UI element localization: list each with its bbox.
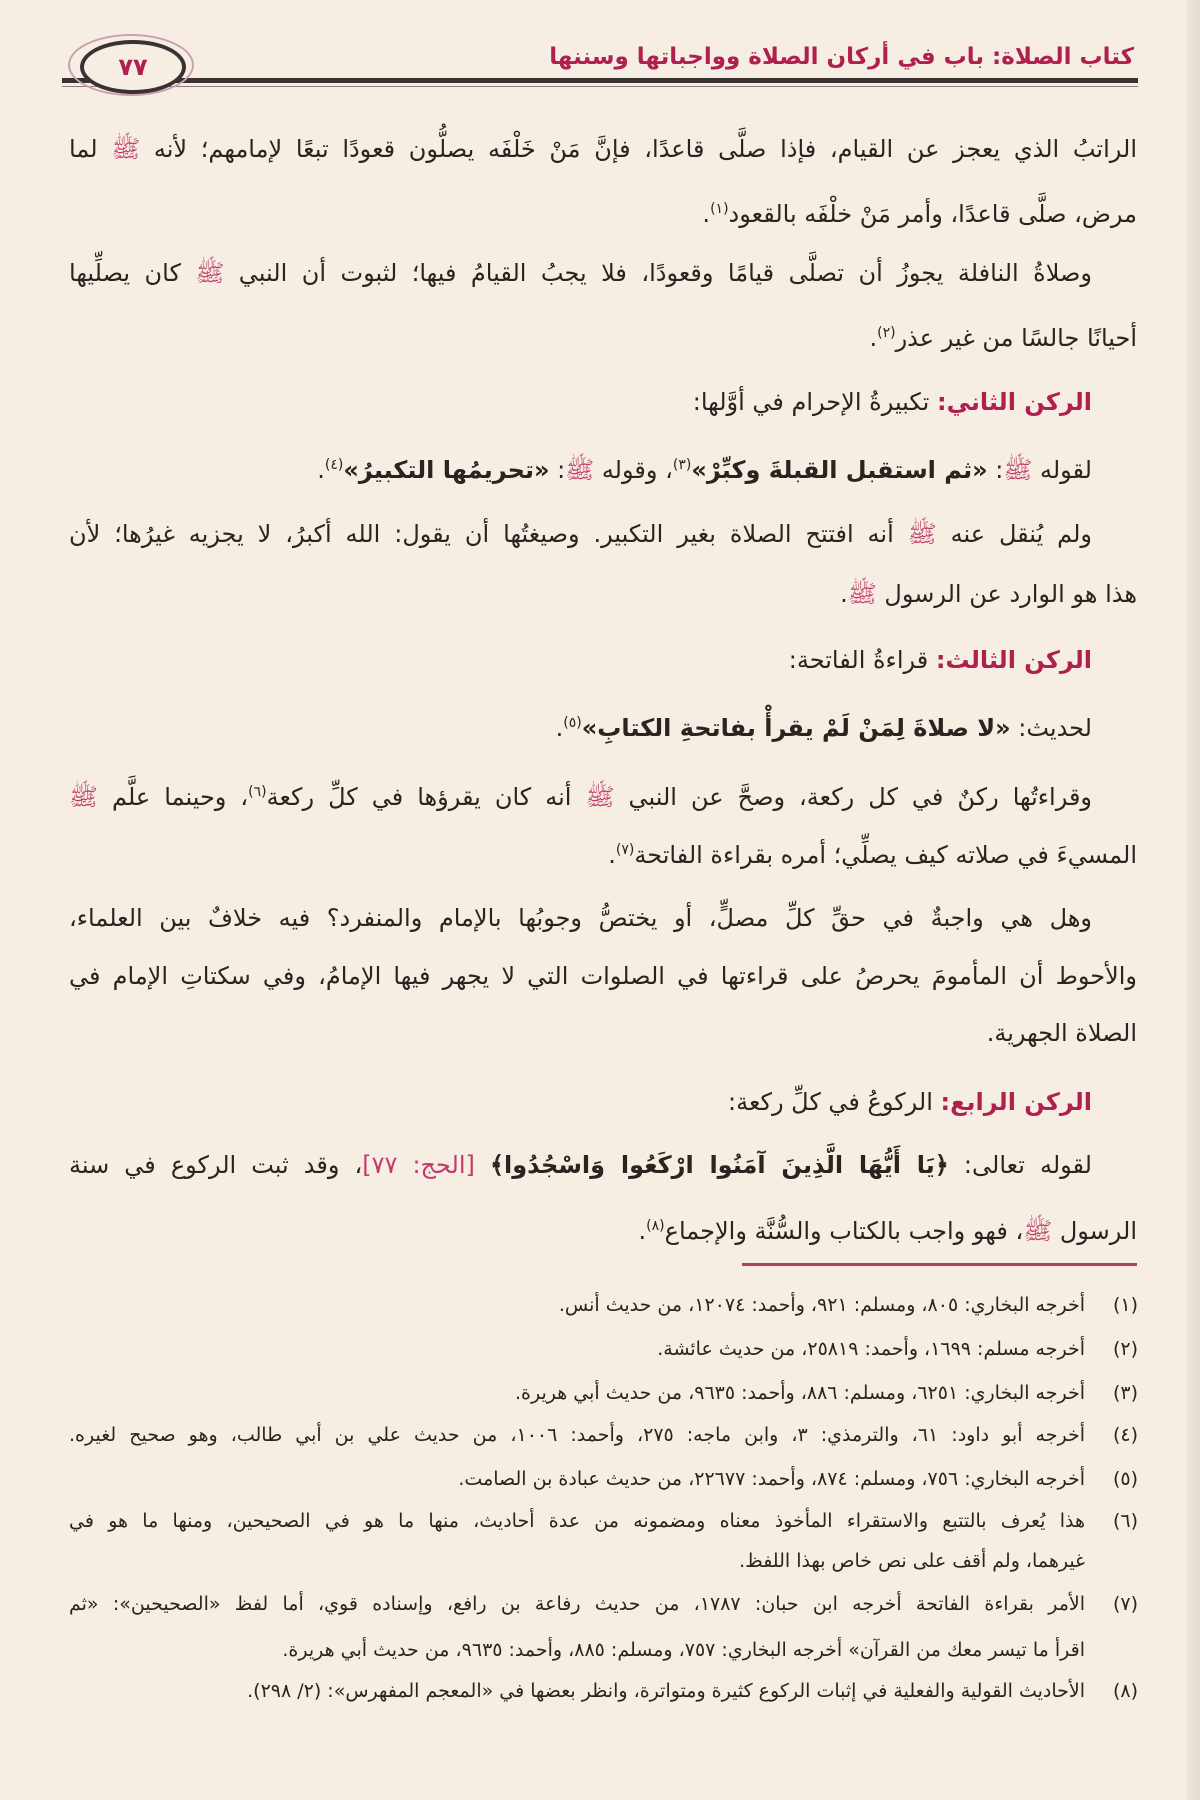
heading-label: الركن الثالث: <box>935 646 1092 674</box>
footnote-reference[interactable]: (١) <box>710 201 729 217</box>
chapter-title: كتاب الصلاة: باب في أركان الصلاة وواجباتها وسننها <box>549 44 1134 70</box>
honorific-symbol: ﷺ <box>907 520 937 548</box>
footnote-text: أخرجه البخاري: ٨٠٥، ومسلم: ٩٢١، وأحمد: ١٢٠٧٤، من حديث أنس. <box>558 1294 1085 1316</box>
text-segment: : <box>549 456 566 484</box>
footnote-reference[interactable]: (٧) <box>615 842 635 858</box>
page-edge-shadow <box>1186 0 1200 1800</box>
honorific-symbol: ﷺ <box>111 135 141 163</box>
text-line <box>69 316 1137 355</box>
footnote-text: الأمر بقراءة الفاتحة أخرجه ابن حبان: ١٧٨٧، من حديث رفاعة بن رافع، وإسناده قوي، أما لفظ «الصحيحين»: «ثم <box>69 1593 1085 1615</box>
footnote-text: أخرجه مسلم: ١٦٩٩، وأحمد: ٢٥٨١٩، من حديث عائشة. <box>657 1338 1085 1360</box>
heading-label: الركن الثاني: <box>936 388 1092 416</box>
text-segment: والأحوط أن المأمومَ يحرصُ على قراءتها في الصلوات التي لا يجهر فيها الإمامُ، وفي سكتاتِ الإمام في <box>69 962 1137 990</box>
footnote-number: (٢) <box>1112 1338 1138 1360</box>
text-segment: . <box>840 580 848 608</box>
footnote-reference[interactable]: (٨) <box>646 1218 665 1234</box>
text-segment: . <box>869 324 878 352</box>
text-segment: ، وحينما علَّم <box>98 783 249 811</box>
text-line <box>69 706 1092 745</box>
footnote-separator <box>742 1263 1137 1266</box>
text-line <box>69 517 1092 551</box>
text-line <box>69 448 1092 487</box>
section-heading <box>69 1085 1092 1119</box>
text-segment: الصلاة الجهرية. <box>986 1019 1137 1047</box>
text-segment: أنه افتتح الصلاة بغير التكبير. وصيغتُها أن يقول: الله أكبرُ، لا يجزيه غيرُها؛ لأن <box>69 520 908 548</box>
footnote-text: اقرأ ما تيسر معك من القرآن» أخرجه البخاري: ٧٥٧، ومسلم: ٨٨٥، وأحمد: ٩٦٣٥، من حديث أبي هريرة. <box>282 1639 1085 1661</box>
footnote-text: أخرجه أبو داود: ٦١، والترمذي: ٣، وابن ماجه: ٢٧٥، وأحمد: ١٠٠٦، من حديث علي بن أبي طالب، وهو صحيح لغيره. <box>69 1424 1085 1446</box>
footnote-text: أخرجه البخاري: ٦٢٥١، ومسلم: ٨٨٦، وأحمد: ٩٦٣٥، من حديث أبي هريرة. <box>514 1382 1085 1404</box>
honorific-symbol: ﷺ <box>585 783 615 811</box>
page-number: ٧٧ <box>80 40 186 94</box>
honorific-symbol: ﷺ <box>565 456 595 484</box>
text-segment: . <box>702 200 711 228</box>
footnote-text: هذا يُعرف بالتتبع والاستقراء المأخوذ معناه ومضمونه من عدة أحاديث، منها ما هو في الصحيحين، ومنها ما هو في <box>69 1510 1085 1532</box>
footnote-reference[interactable]: (٢) <box>877 325 896 341</box>
text-segment: ولم يُنقل عنه <box>936 520 1092 548</box>
footnote-text: غيرهما، ولم أقف على نص خاص بهذا اللفظ. <box>739 1550 1085 1572</box>
text-segment: لما <box>69 135 112 163</box>
footnote-number: (٨) <box>1112 1680 1138 1702</box>
header-rule-thin <box>62 86 1138 87</box>
text-segment: وهل هي واجبةٌ في حقِّ كلِّ مصلٍّ، أو يختصُّ وجوبُها بالإمام والمنفرد؟ فيه خلافٌ بين العلماء، <box>69 904 1092 932</box>
text-segment: . <box>608 841 616 869</box>
section-heading <box>69 385 1092 419</box>
honorific-symbol: ﷺ <box>195 259 225 287</box>
honorific-symbol: [الحج: ٧٧] <box>362 1151 475 1179</box>
text-segment: لحديث: <box>1010 714 1092 742</box>
text-segment: وصلاةُ النافلة يجوزُ أن تصلَّى قيامًا وقعودًا، فلا يجبُ القيامُ فيها؛ لثبوت أن النبي <box>224 259 1092 287</box>
text-segment: الراتبُ الذي يعجز عن القيام، فإذا صلَّى قاعدًا، فإنَّ مَنْ خَلْفَه يصلُّون قعودًا تبعًا لإمامهم؛ لأنه <box>140 135 1137 163</box>
footnote-reference[interactable]: (٤) <box>324 457 344 473</box>
footnote-text: الأحاديث القولية والفعلية في إثبات الركوع كثيرة ومتواترة، وانظر بعضها في «المعجم المفهرس»: (٢/ ٢٩٨). <box>247 1680 1085 1702</box>
text-segment: أحيانًا جالسًا من غير عذر <box>895 324 1137 352</box>
text-segment: : <box>987 456 1004 484</box>
text-line <box>69 959 1137 993</box>
quoted-text: «لا صلاةَ لِمَنْ لَمْ يقرأْ بفاتحةِ الكتابِ» <box>581 714 1011 742</box>
text-segment: تكبيرةُ الإحرام في أوَّلها: <box>692 388 937 416</box>
text-segment <box>475 1151 490 1179</box>
text-line <box>69 775 1092 814</box>
text-segment: كان يصلِّيها <box>69 259 196 287</box>
text-line <box>69 1209 1137 1248</box>
text-segment: قراءةُ الفاتحة: <box>788 646 936 674</box>
footnote-number: (٦) <box>1112 1510 1138 1532</box>
text-segment: لقوله <box>1032 456 1092 484</box>
footnote-number: (٧) <box>1112 1593 1138 1615</box>
text-segment: ، وقد ثبت الركوع في سنة <box>69 1151 363 1179</box>
text-segment: الرسول <box>1052 1217 1137 1245</box>
text-line <box>69 901 1092 935</box>
text-line <box>69 256 1092 290</box>
text-line <box>69 132 1137 166</box>
text-segment: أنه كان يقرؤها في كلِّ ركعة <box>266 783 586 811</box>
header-rule <box>62 78 1138 83</box>
text-segment: وقراءتُها ركنٌ في كل ركعة، وصحَّ عن النبي <box>614 783 1093 811</box>
honorific-symbol: ﷺ <box>1023 1217 1053 1245</box>
quoted-text: «تحريمُها التكبيرُ» <box>343 456 550 484</box>
text-segment: مرض، صلَّى قاعدًا، وأمر مَنْ خلْفَه بالقعود <box>728 200 1137 228</box>
text-line <box>69 833 1137 872</box>
footnote-number: (١) <box>1112 1294 1138 1316</box>
footnote-number: (٤) <box>1112 1424 1138 1446</box>
heading-label: الركن الرابع: <box>940 1088 1092 1116</box>
honorific-symbol: ﷺ <box>1003 456 1033 484</box>
text-line <box>69 1016 1137 1050</box>
text-segment: ، فهو واجب بالكتاب والسُّنَّة والإجماع <box>664 1217 1024 1245</box>
footnote-number: (٥) <box>1112 1468 1138 1490</box>
footnote-text: أخرجه البخاري: ٧٥٦، ومسلم: ٨٧٤، وأحمد: ٢٢٦٧٧، من حديث عبادة بن الصامت. <box>458 1468 1085 1490</box>
text-segment: . <box>317 456 325 484</box>
honorific-symbol: ﷺ <box>847 580 877 608</box>
text-segment: . <box>555 714 564 742</box>
footnote-reference[interactable]: (٣) <box>672 457 692 473</box>
text-segment: لقوله تعالى: <box>948 1151 1092 1179</box>
text-segment: ، وقوله <box>594 456 673 484</box>
text-segment: المسيءَ في صلاته كيف يصلِّي؛ أمره بقراءة الفاتحة <box>634 841 1137 869</box>
text-line <box>69 192 1137 231</box>
text-segment: الركوعُ في كلِّ ركعة: <box>728 1088 941 1116</box>
text-line <box>69 577 1137 611</box>
quoted-text: ﴿يَا أَيُّهَا الَّذِينَ آمَنُوا ارْكَعُوا وَاسْجُدُوا﴾ <box>489 1151 949 1179</box>
quoted-text: «ثم استقبل القبلةَ وكبِّرْ» <box>691 456 988 484</box>
footnote-reference[interactable]: (٦) <box>248 784 267 800</box>
footnote-reference[interactable]: (٥) <box>563 715 582 731</box>
footnote-number: (٣) <box>1112 1382 1138 1404</box>
text-segment: هذا هو الوارد عن الرسول <box>876 580 1137 608</box>
text-segment: . <box>638 1217 647 1245</box>
honorific-symbol: ﷺ <box>69 783 98 811</box>
text-line <box>69 1148 1092 1182</box>
section-heading <box>69 643 1092 677</box>
